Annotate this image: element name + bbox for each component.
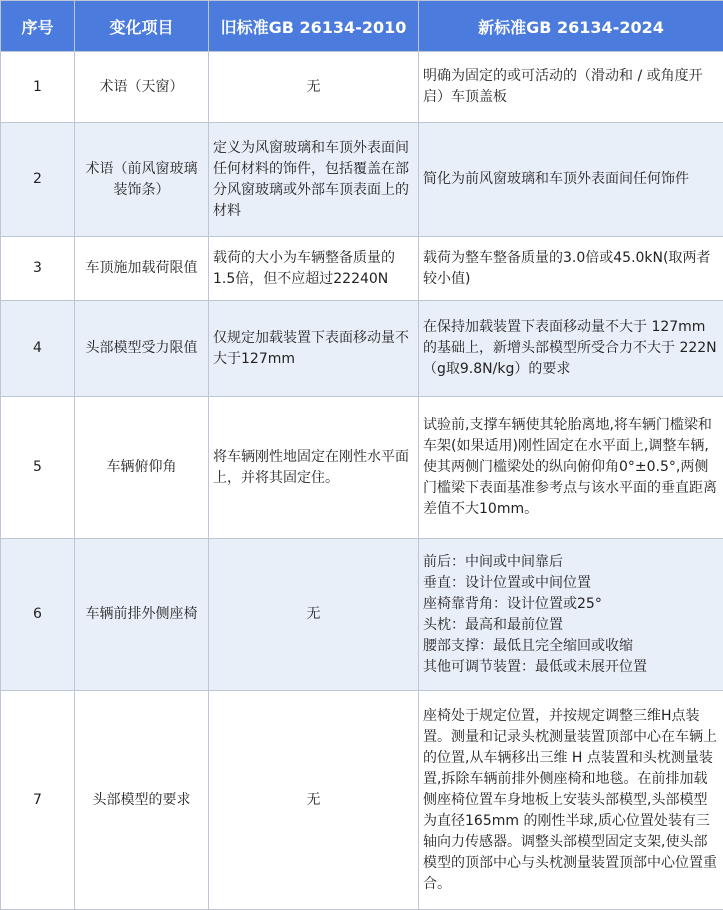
row-item: 头部模型的要求 [75, 691, 209, 910]
seat-position-line: 头枕：最高和最前位置 [423, 616, 563, 633]
seat-position-line: 腰部支撑：最低且完全缩回或收缩 [423, 637, 633, 654]
row-item: 术语（天窗） [75, 52, 209, 123]
header-item: 变化项目 [75, 1, 209, 52]
table-row [1, 397, 723, 539]
row-old: 无 [209, 539, 419, 691]
row-new: 试验前,支撑车辆使其轮胎离地,将车辆门槛梁和车架(如果适用)刚性固定在水平面上,调整车辆,使其两侧门槛梁处的纵向俯仰角0°±0.5°,两侧门槛梁下表面基准参考点与该水平面的垂直距离差值不大10mm。 [419, 397, 723, 539]
row-old: 无 [209, 52, 419, 123]
seat-position-line: 座椅靠背角：设计位置或25° [423, 595, 602, 612]
table-row [1, 123, 723, 237]
seat-position-line: 前后：中间或中间靠后 [423, 553, 563, 570]
row-new: 在保持加载装置下表面移动量不大于 127mm 的基础上，新增头部模型所受合力不大于 222N（g取9.8N/kg）的要求 [419, 301, 723, 397]
row-item: 术语（前风窗玻璃装饰条） [75, 123, 209, 237]
header-no: 序号 [1, 1, 75, 52]
table-row [1, 237, 723, 301]
row-new [419, 539, 723, 691]
header-row [1, 1, 723, 52]
table-row [1, 301, 723, 397]
row-item: 车辆俯仰角 [75, 397, 209, 539]
table-row [1, 52, 723, 123]
row-old: 无 [209, 691, 419, 910]
row-item: 车辆前排外侧座椅 [75, 539, 209, 691]
row-old: 仅规定加载装置下表面移动量不大于127mm [209, 301, 419, 397]
table-row [1, 539, 723, 691]
row-new: 载荷为整车整备质量的3.0倍或45.0kN(取两者较小值) [419, 237, 723, 301]
row-new: 简化为前风窗玻璃和车顶外表面间任何饰件 [419, 123, 723, 237]
row-no: 7 [1, 691, 75, 910]
row-no: 1 [1, 52, 75, 123]
row-no: 5 [1, 397, 75, 539]
row-new: 座椅处于规定位置，并按规定调整三维H点装置。测量和记录头枕测量装置顶部中心在车辆上的位置,从车辆移出三维 H 点装置和头枕测量装置,拆除车辆前排外侧座椅和地毯。在前排加载侧座椅位置车身地板上安装头部模型,头部模型为直径165mm 的刚性半球,质心位置处装有三轴向力传感器。调整头部模型固定支架,使头部模型的顶部中心与头枕测量装置顶部中心位置重合。 [419, 691, 723, 910]
row-no: 4 [1, 301, 75, 397]
row-no: 2 [1, 123, 75, 237]
seat-position-line: 其他可调节装置：最低或未展开位置 [423, 658, 647, 675]
seat-position-line: 垂直：设计位置或中间位置 [423, 574, 591, 591]
row-no: 6 [1, 539, 75, 691]
row-old: 载荷的大小为车辆整备质量的1.5倍，但不应超过22240N [209, 237, 419, 301]
header-new-standard: 新标准GB 26134-2024 [419, 1, 723, 52]
header-old-standard: 旧标准GB 26134-2010 [209, 1, 419, 52]
row-old: 将车辆刚性地固定在刚性水平面上，并将其固定住。 [209, 397, 419, 539]
row-item: 车顶施加载荷限值 [75, 237, 209, 301]
table-row [1, 691, 723, 910]
row-new: 明确为固定的或可活动的（滑动和 / 或角度开启）车顶盖板 [419, 52, 723, 123]
row-item: 头部模型受力限值 [75, 301, 209, 397]
row-old: 定义为风窗玻璃和车顶外表面间任何材料的饰件，包括覆盖在部分风窗玻璃或外部车顶表面上的材料 [209, 123, 419, 237]
row-no: 3 [1, 237, 75, 301]
